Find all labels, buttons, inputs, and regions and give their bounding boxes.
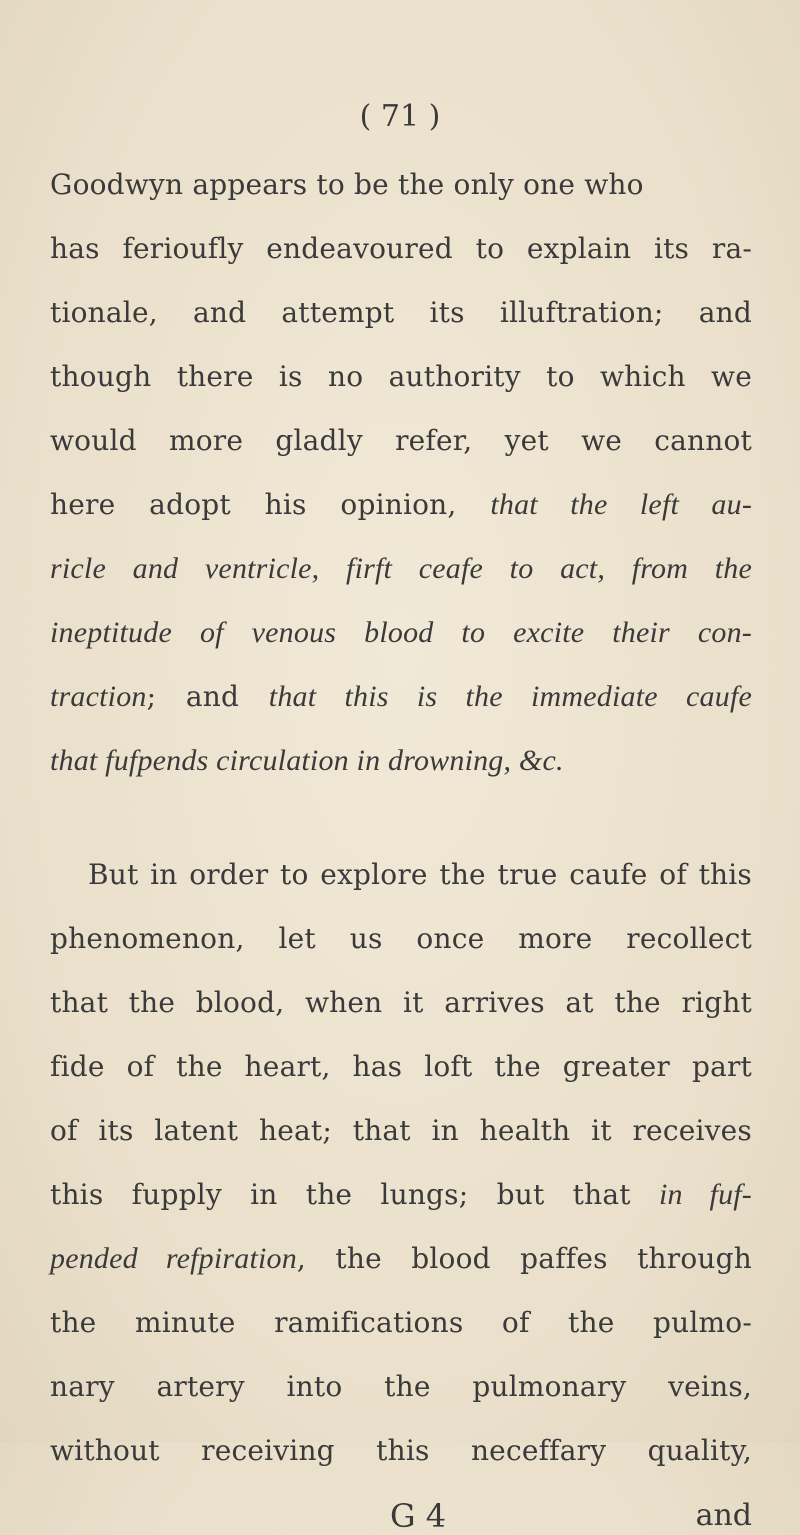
- text-line: would more gladly refer, yet we cannot: [50, 424, 752, 457]
- text-line: Goodwyn appears to be the only one who: [50, 168, 644, 201]
- italic-segment: pended refpiration: [50, 1242, 297, 1275]
- text-line: that the blood, when it arrives at the right: [50, 986, 752, 1019]
- text-segment: , the blood paffes through: [296, 1242, 752, 1275]
- text-segment: here adopt his opinion,: [50, 488, 491, 521]
- text-line: [50, 1178, 752, 1212]
- text-segment: ; and: [146, 680, 269, 713]
- text-line: has ferioufly endeavoured to explain its ra-: [50, 232, 752, 265]
- catchword: and: [695, 1498, 752, 1533]
- text-line: of its latent heat; that in health it receives: [50, 1114, 752, 1147]
- text-line-italic: ricle and ventricle, firft ceafe to act, from the: [50, 552, 752, 585]
- page-number: ( 71 ): [359, 99, 441, 134]
- text-line: [50, 1242, 752, 1276]
- text-line: nary artery into the pulmonary veins,: [50, 1370, 752, 1403]
- text-line: fide of the heart, has loft the greater part: [50, 1050, 752, 1083]
- text-segment: this fupply in the lungs; but that: [50, 1178, 659, 1211]
- text-line: But in order to explore the true caufe of this: [88, 858, 752, 891]
- text-line: though there is no authority to which we: [50, 360, 752, 393]
- text-line: tionale, and attempt its illuftration; and: [50, 296, 752, 329]
- text-line: without receiving this neceffary quality,: [50, 1434, 752, 1467]
- text-line: [50, 680, 752, 714]
- text-line: the minute ramifications of the pulmo-: [50, 1306, 752, 1339]
- text-line-italic: ineptitude of venous blood to excite their con-: [50, 616, 752, 649]
- italic-segment: in fuf-: [658, 1178, 752, 1211]
- text-line: [50, 488, 752, 522]
- text-line: phenomenon, let us once more recollect: [50, 922, 752, 955]
- text-line-italic: that fufpends circulation in drowning, &c.: [50, 744, 564, 777]
- italic-segment: that this is the immediate caufe: [268, 680, 752, 713]
- italic-segment: traction: [50, 680, 147, 713]
- italic-segment: that the left au-: [490, 488, 753, 521]
- signature-mark: G 4: [390, 1497, 447, 1535]
